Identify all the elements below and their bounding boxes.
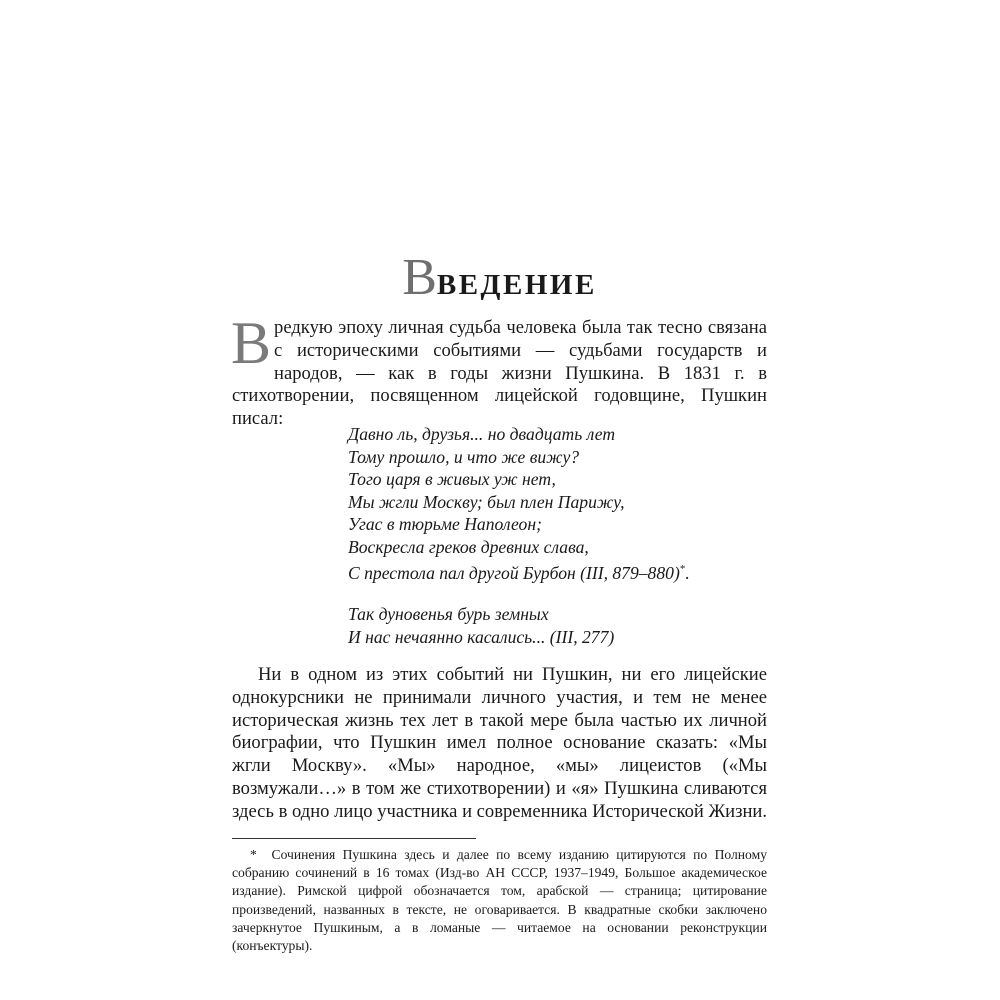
footnote-text: Сочинения Пушкина здесь и далее по всему изданию цитируются по Полному собранию сочинений в 16 томах (Изд-во АН СССР, 1937–1949, Большое академическое издание). Римской цифрой обозначается том, арабской — страница; цитирование произведений, названных в тексте, не оговаривается. В квадратные скобки заключено зачеркнутое Пушкиным, а в ломаные — читаемое на основании реконструкции (конъектуры). bbox=[232, 847, 767, 954]
verse-line: Тому прошло, и что же вижу? bbox=[348, 446, 580, 467]
footnote-divider bbox=[232, 838, 476, 839]
verse-line: Мы жгли Москву; был плен Парижу, bbox=[348, 491, 625, 512]
verse-quote-2 bbox=[348, 603, 768, 648]
chapter-title bbox=[232, 249, 767, 307]
verse-end-punct: . bbox=[685, 563, 690, 583]
title-initial: В bbox=[402, 249, 437, 306]
drop-cap: В bbox=[231, 310, 272, 376]
intro-paragraph bbox=[231, 310, 767, 431]
verse-line: Воскресла греков древних слава, bbox=[348, 536, 589, 557]
intro-text: редкую эпоху личная судьба человека была так тесно связана с историческими событиями — судьбами государств и народов, — как в годы жизни Пушкина. В 1831 г. в стихотворении, посвященном лицейской годовщине, Пушкин писал: bbox=[232, 317, 767, 430]
verse-line-text: С престола пал другой Бурбон (III, 879–880) bbox=[348, 563, 680, 583]
verse-line: Того царя в живых уж нет, bbox=[348, 469, 556, 489]
footnote-ref[interactable]: * bbox=[679, 563, 686, 575]
title-rest: ведение bbox=[436, 258, 597, 304]
footnote-marker: * bbox=[250, 847, 257, 862]
verse-quote-1 bbox=[348, 423, 768, 585]
body-paragraph: Ни в одном из этих событий ни Пушкин, ни его лицейские однокурсники не принимали личного участия, и тем не менее историческая жизнь тех лет в такой мере была частью их личной биографии, что Пушкин имел полное основание сказать: «Мы жгли Москву». «Мы» народное, «мы» лицеистов («Мы возмужали…» в том же стихотворении) и «я» Пушкина сливаются здесь в одно лицо участника и современника Исторической Жизни. bbox=[232, 664, 767, 822]
footnote bbox=[232, 846, 767, 955]
verse-line-last bbox=[348, 558, 768, 585]
verse-line: Давно ль, друзья... но двадцать лет bbox=[348, 424, 616, 444]
verse-line: Так дуновенья бурь земных bbox=[348, 604, 549, 624]
verse-line: Угас в тюрьме Наполеон; bbox=[348, 514, 542, 534]
verse-line: И нас нечаянно касались... (III, 277) bbox=[348, 626, 615, 647]
